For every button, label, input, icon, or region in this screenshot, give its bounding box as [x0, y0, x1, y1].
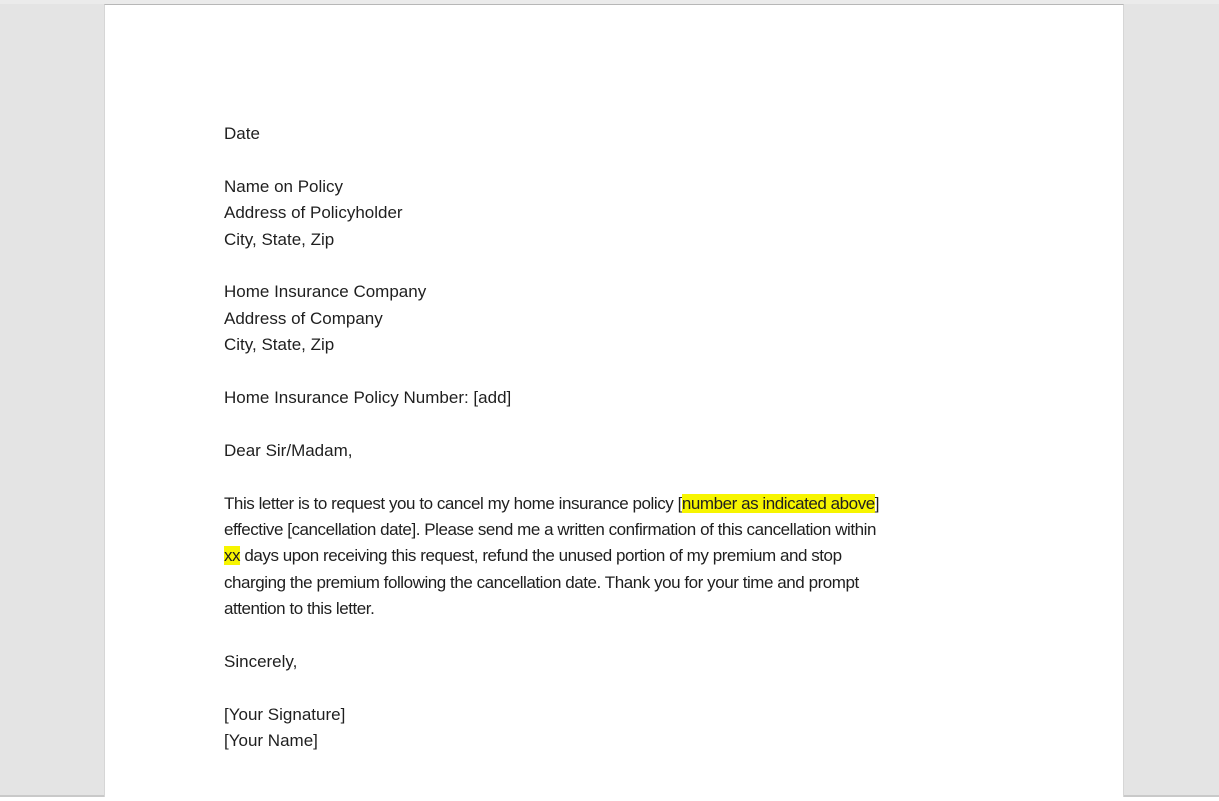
body-line-3-post: days upon receiving this request, refund the unused portion of my premium and stop [240, 546, 842, 566]
policyholder-city-state-zip: City, State, Zip [224, 229, 335, 249]
date-label: Date [224, 124, 260, 143]
policyholder-block [224, 174, 1093, 253]
company-block [224, 279, 1093, 358]
body-paragraph [224, 491, 1093, 623]
company-name: Home Insurance Company [224, 282, 427, 302]
policyholder-name: Name on Policy [224, 176, 344, 196]
signature-placeholder: [Your Signature] [224, 704, 346, 724]
closing-line [224, 649, 1093, 675]
body-line-5-text: attention to this letter. [224, 599, 375, 619]
salutation-line [224, 438, 1093, 464]
body-line-1 [224, 491, 1093, 517]
body-line-2 [224, 517, 1093, 543]
document-page[interactable] [104, 4, 1124, 797]
date-line [224, 121, 1093, 147]
highlighted-days-placeholder: xx [224, 546, 241, 566]
signature-block [224, 702, 1093, 755]
body-line-5 [224, 596, 1093, 622]
body-line-4-text: charging the premium following the cancellation date. Thank you for your time and prompt [224, 572, 859, 592]
body-line-2-text: effective [cancellation date]. Please send me a written confirmation of this cancellation within [224, 520, 876, 540]
body-line-3 [224, 543, 1093, 569]
body-line-1-post: ] [874, 493, 880, 513]
letter-content [105, 5, 1123, 755]
closing-text: Sincerely, [224, 652, 298, 672]
body-line-1-pre: This letter is to request you to cancel my home insurance policy [ [224, 493, 682, 513]
policy-number-text: Home Insurance Policy Number: [add] [224, 388, 512, 408]
company-city-state-zip: City, State, Zip [224, 335, 335, 355]
name-placeholder: [Your Name] [224, 731, 318, 751]
company-address: Address of Company [224, 308, 383, 328]
salutation-text: Dear Sir/Madam, [224, 440, 353, 460]
policy-number-line [224, 385, 1093, 411]
highlighted-policy-number-placeholder: number as indicated above [681, 493, 875, 513]
body-line-4 [224, 570, 1093, 596]
policyholder-address: Address of Policyholder [224, 203, 403, 223]
